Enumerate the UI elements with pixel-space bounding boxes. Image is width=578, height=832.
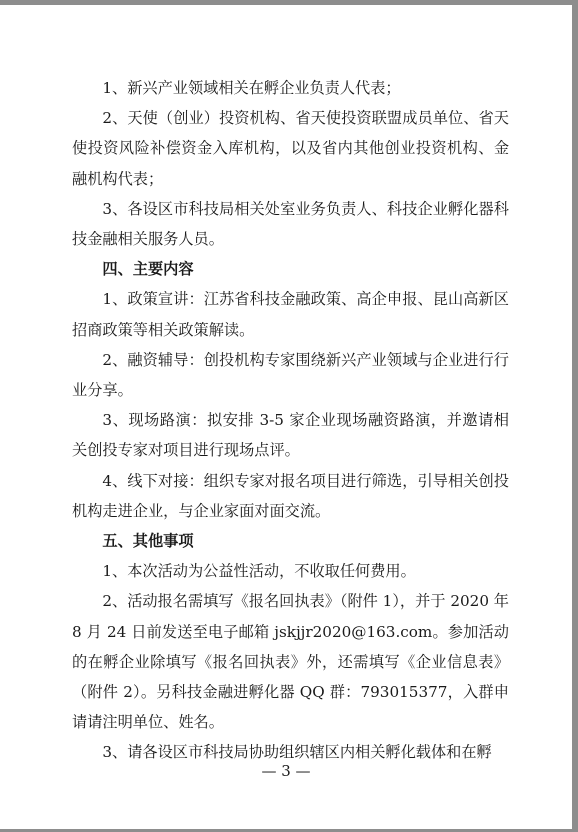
page-number: — 3 — (261, 762, 311, 780)
paragraph-other-3: 3、请各设区市科技局协助组织辖区内相关孵化载体和在孵 (102, 743, 492, 762)
paragraph-other-2: 2、活动报名需填写《报名回执表》（附件 1），并于 2020 年 8 月 24 日前发送至电子邮箱 jskjjr2020@163.com。参加活动的在孵企业除填写《报名回执表》外，还需填写《企业信息表》（附件 2）。另科技金融进孵化器 QQ 群：793015377，入群申请请注明单位、姓名。 (72, 592, 509, 732)
paragraph-content-4: 4、线下对接：组织专家对报名项目进行筛选，引导相关创投机构走进企业，与企业家面对面交流。 (72, 471, 509, 520)
section-heading-main-content: 四、主要内容 (102, 260, 194, 279)
document-body (72, 73, 509, 768)
section-heading-other-matters: 五、其他事项 (102, 532, 194, 551)
paragraph-participants-2: 2、天使（创业）投资机构、省天使投资联盟成员单位、省天使投资风险补偿资金入库机构，以及省内其他创业投资机构、金融机构代表； (72, 109, 509, 188)
paragraph-content-2: 2、融资辅导：创投机构专家围绕新兴产业领域与企业进行行业分享。 (72, 350, 509, 400)
paragraph-participants-1: 1、新兴产业领域相关在孵企业负责人代表； (102, 79, 401, 97)
paragraph-other-1: 1、本次活动为公益性活动，不收取任何费用。 (102, 562, 416, 581)
paragraph-content-1: 1、政策宣讲：江苏省科技金融政策、高企申报、昆山高新区招商政策等相关政策解读。 (72, 290, 509, 339)
paragraph-participants-3: 3、各设区市科技局相关处室业务负责人、科技企业孵化器科技金融相关服务人员。 (72, 199, 509, 249)
paragraph-content-3: 3、现场路演：拟安排 3-5 家企业现场融资路演，并邀请相关创投专家对项目进行现场点评。 (72, 411, 509, 460)
